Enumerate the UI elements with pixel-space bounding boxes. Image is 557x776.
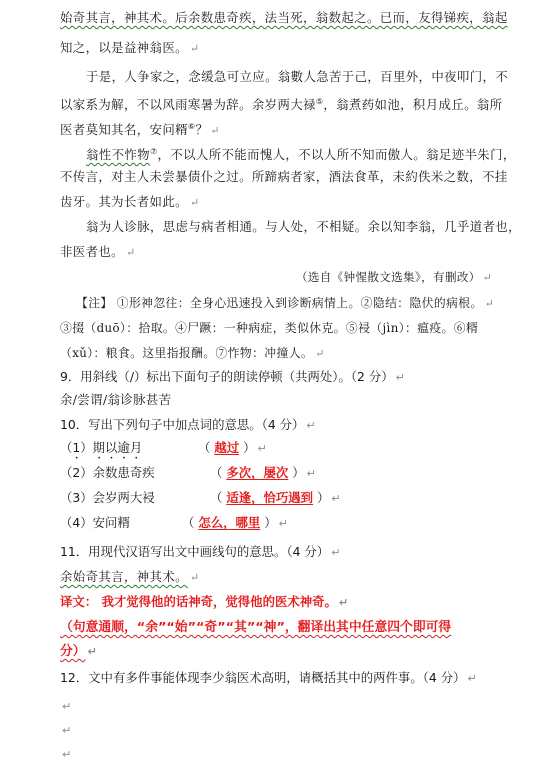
question-9-sentence: 余/尝谓/翁诊脉甚苦 [60, 392, 172, 407]
paragraph-mark: ↵ [278, 517, 288, 530]
notes-line: （xǔ）：粮食。这里指报酬。⑦怍物：冲撞人。 ↵ [60, 346, 325, 360]
passage-line: 以家系为解，不以风雨寒暑为辞。余岁两大禄⑤，翁煮药如池，积月成丘。翁所 [60, 97, 503, 113]
question-11-hint: 分） ↵ [60, 644, 97, 659]
answer-text: 怎么，哪里 [198, 515, 261, 530]
paragraph-mark: ↵ [484, 297, 495, 310]
paragraph-mark: ↵ [331, 546, 341, 559]
passage-line: 始奇其言，神其术。后余数患奇疾，法当死，翁数起之。已而，友得锑疾，翁起 [60, 10, 508, 25]
empty-paragraph [60, 698, 71, 715]
paragraph-mark: ↵ [306, 419, 316, 432]
question-11-prompt: 11．用现代汉语写出文中画线句的意思。（4 分） ↵ [60, 544, 341, 559]
notes-line: ③掇（duō）：拾取。④尸蹶：一种病症，类似休克。⑤祲（jìn）：瘟疫。⑥糈 [60, 321, 479, 335]
paragraph-mark: ↵ [467, 672, 477, 685]
paragraph-mark: ↵ [306, 467, 316, 480]
answer-text: 越过 [214, 440, 240, 455]
empty-paragraph [60, 746, 71, 763]
question-10-item: （3）会岁两大祲 （ 适逢，恰巧遇到 ） ↵ [60, 490, 341, 505]
source-citation: （选自《钟惺散文选集》，有删改） ↵ [296, 270, 493, 284]
paragraph-mark: ↵ [395, 371, 405, 384]
paragraph-mark: ↵ [338, 596, 349, 609]
answer-text: 多次，屡次 [226, 465, 289, 480]
paragraph-mark: ↵ [257, 442, 267, 455]
passage-line: 齿牙。其为长者如此。 ↵ [60, 194, 200, 209]
paragraph-mark: ↵ [331, 492, 341, 505]
paragraph-mark: ↵ [315, 347, 325, 360]
paragraph-mark: ↵ [62, 724, 72, 737]
question-11-sentence: 余始奇其言，神其术。 ↵ [60, 569, 200, 584]
passage-line: 翁性不怍物⑦，不以人所不能而愧人，不以人所不知而傲人。翁足迹半朱门， [86, 147, 516, 163]
empty-paragraph [60, 722, 71, 739]
question-12-prompt: 12．文中有多件事能体现李少翁医术高明，请概括其中的两件事。（4 分） ↵ [60, 670, 477, 685]
notes-line: 【注】 ①形神忽往：全身心迅速投入到诊断病情上。②隐结：隐伏的病根。 ↵ [76, 296, 495, 310]
answer-text: 适逢，恰巧遇到 [226, 490, 314, 505]
paragraph-mark: ↵ [189, 571, 200, 584]
paragraph-mark: ↵ [189, 196, 200, 209]
paragraph-mark: ↵ [87, 645, 97, 658]
passage-line: 医者莫知其名，安问糈⑥？ ↵ [60, 122, 220, 138]
passage-line: 非医者也。 ↵ [60, 244, 136, 259]
question-11-translation: 译文： 我才觉得他的话神奇，觉得他的医术神奇。 ↵ [60, 594, 349, 609]
question-10-prompt: 10．写出下列句子中加点词的意思。（4 分） ↵ [60, 417, 316, 432]
paragraph-mark: ↵ [62, 700, 72, 713]
paragraph-mark: ↵ [210, 124, 220, 138]
paragraph-mark: ↵ [189, 42, 200, 55]
passage-line: 知之，以是益神翁医。 ↵ [60, 40, 200, 55]
question-10-item: （4）安问糈 （ 怎么，哪里 ） ↵ [60, 515, 288, 530]
passage-line: 于是，人争家之，念缓急可立应。翁數人急苦于己，百里外，中夜叩门，不 [86, 69, 509, 84]
paragraph-mark: ↵ [125, 246, 136, 259]
passage-line: 不传言，对主人未尝暴债仆之过。所蹄病者家，酒法食革，未約佚米之数，不挂 [60, 169, 508, 184]
passage-line: 翁为人诊脉，思虑与病者相通。与人处，不相疑。余以知李翁，几乎道者也， [86, 219, 521, 234]
paragraph-mark: ↵ [482, 271, 493, 284]
paragraph-mark: ↵ [62, 748, 72, 761]
question-11-hint: （句意通顺，“余”“始”“奇”“其”“神”，翻译出其中任意四个即可得 [60, 620, 452, 635]
question-10-item: （1）期以逾月 （ 越过 ） ↵ [60, 440, 267, 455]
question-9-prompt: 9．用斜线（/）标出下面句子的朗读停顿（共两处）。（2 分） ↵ [60, 369, 405, 384]
question-10-item: （2）余数患奇疾 （ 多次，屡次 ） ↵ [60, 465, 316, 480]
